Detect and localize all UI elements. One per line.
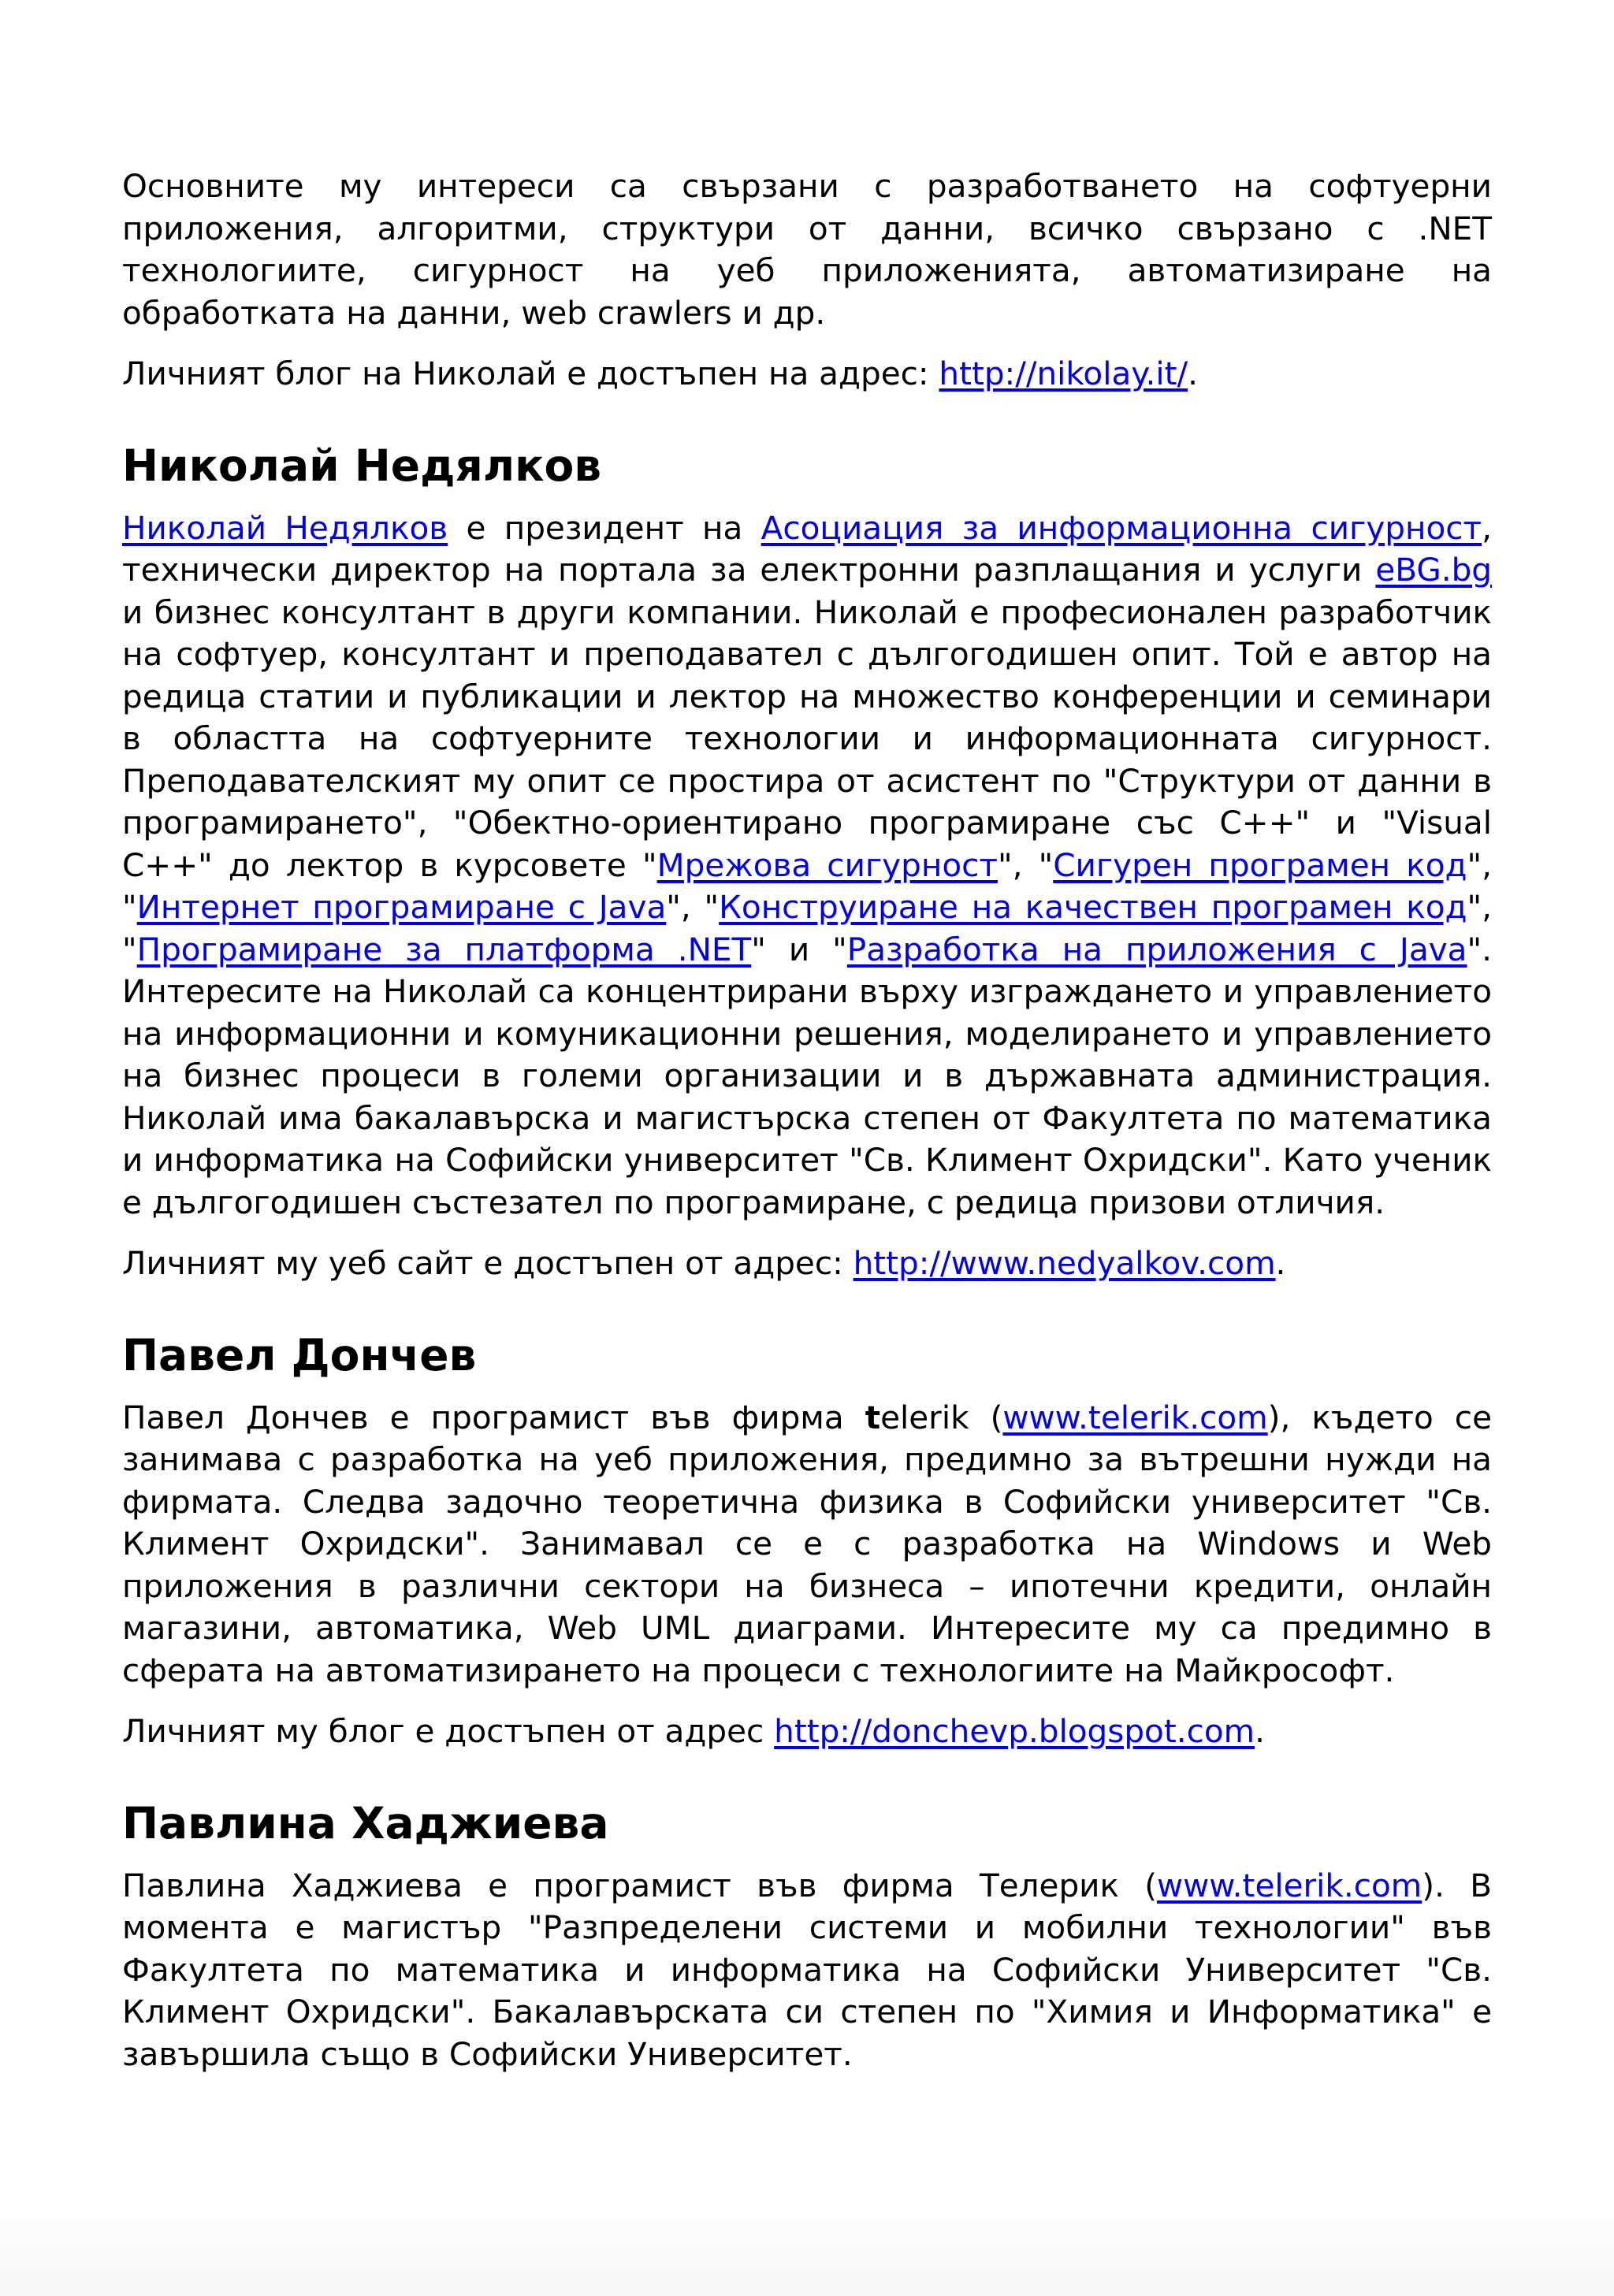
course-dotnet-link[interactable]: Програмиране за платформа .NET	[136, 930, 752, 968]
course-secure-code-link[interactable]: Сигурен програмен код	[1053, 845, 1467, 884]
bio-text: , технически директор на портала за електронни разплащания и услуги	[122, 508, 1492, 589]
heading-hadzhieva: Павлина Хаджиева	[122, 1797, 609, 1848]
separator-text: ", "	[122, 888, 1493, 968]
bio-text: и бизнес консултант в други компании. Николай е професионален разработчик на софтуер, консултант и преподавател с дългогодишен опит. Той е автор на редица статии и публикации и лектор на множество конференции и семинари в областта на софтуерните технологии и информационната сигурност. Преподавателският му опит се простира от асистент по "Структури от данни в програмирането", "Обектно-ориентирано програмиране със C++" и "Visual C++" до лектор в курсовете "	[122, 593, 1492, 884]
separator-text: ", "	[666, 888, 720, 926]
association-link[interactable]: Асоциация за информационна сигурност	[761, 508, 1482, 547]
blog-prefix: Личният му блог е достъпен от адрес	[122, 1712, 775, 1750]
separator-text: " и "	[751, 930, 847, 968]
course-java-apps-link[interactable]: Разработка на приложения с Java	[846, 930, 1467, 968]
nedyalkov-site-link[interactable]: http://www.nedyalkov.com	[853, 1244, 1276, 1282]
page-bottom-shade	[0, 2194, 1614, 2296]
bio-text: ". Интересите на Николай са концентрирани върху изграждането и управлението на информационни и комуникационни решения, моделирането и управлението на бизнес процеси в големи организации и в държавната администрация. Николай има бакалавърска и магистърска степен от Факултета по математика и информатика на Софийски университет "Св. Климент Охридски". Като ученик е дългогодишен състезател по програмиране, с редица призови отличия.	[122, 930, 1492, 1221]
nedyalkov-name-link[interactable]: Николай Недялков	[122, 508, 448, 547]
course-internet-java-link[interactable]: Интернет програмиране с Java	[136, 888, 667, 926]
intro-blog-prefix: Личният блог на Николай е достъпен на адрес:	[122, 355, 939, 392]
bio-text: Павлина Хаджиева е програмист във фирма Телерик (	[122, 1866, 1158, 1904]
site-suffix: .	[1275, 1244, 1286, 1282]
course-network-security-link[interactable]: Мрежова сигурност	[656, 845, 998, 884]
donchev-blog-link[interactable]: http://donchevp.blogspot.com	[774, 1712, 1255, 1750]
intro-blog-line	[122, 353, 1492, 396]
ebg-link[interactable]: eBG.bg	[1375, 551, 1492, 589]
separator-text: ", "	[997, 845, 1054, 884]
brand-rest: elerik	[880, 1398, 969, 1436]
donchev-bio	[122, 1397, 1492, 1692]
telerik-link[interactable]: www.telerik.com	[1002, 1398, 1268, 1436]
brand-bold-letter: t	[865, 1398, 881, 1436]
separator-text: ", "	[122, 845, 1492, 926]
bio-text: Павел Дончев е програмист във фирма	[122, 1398, 865, 1436]
bio-text: ). В момента е магистър "Разпределени системи и мобилни технологии" във Факултета по математика и информатика на Софийски Университет "Св. Климент Охридски". Бакалавърската си степен по "Химия и Информатика" е завършила също в Софийски Университет.	[122, 1866, 1492, 2073]
heading-donchev: Павел Дончев	[122, 1329, 477, 1380]
nikolay-blog-link[interactable]: http://nikolay.it/	[939, 355, 1188, 392]
hadzhieva-bio	[122, 1865, 1492, 2076]
telerik-link[interactable]: www.telerik.com	[1157, 1866, 1422, 1904]
nedyalkov-bio	[122, 507, 1492, 1224]
donchev-blog-line	[122, 1711, 1492, 1753]
blog-suffix: .	[1255, 1712, 1265, 1750]
bio-text: ), където се занимава с разработка на уеб приложения, предимно за вътрешни нужди на фирмата. Следва задочно теоретична физика в Софийски университет "Св. Климент Охридски". Занимавал се е с разработка на Windows и Web приложения в различни сектори на бизнеса – ипотечни кредити, онлайн магазини, автоматика, Web UML диаграми. Интересите му са предимно в сферата на автоматизирането на процеси с технологиите на Майкрософт.	[122, 1398, 1492, 1689]
intro-blog-suffix: .	[1188, 355, 1198, 392]
bio-text: е президент на	[448, 508, 761, 547]
intro-paragraph	[122, 165, 1492, 334]
bio-text: (	[969, 1398, 1003, 1436]
nedyalkov-site-line	[122, 1243, 1492, 1285]
heading-nedyalkov: Николай Недялков	[122, 440, 602, 491]
course-quality-code-link[interactable]: Конструиране на качествен програмен код	[719, 888, 1467, 926]
intro-text: Основните му интереси са свързани с разработването на софтуерни приложения, алгоритми, структури от данни, всичко свързано с .NET технологиите, сигурност на уеб приложенията, автоматизиране на обработката на данни, web crawlers и др.	[122, 167, 1492, 332]
site-prefix: Личният му уеб сайт е достъпен от адрес:	[122, 1244, 853, 1282]
document-page	[122, 165, 1492, 2094]
